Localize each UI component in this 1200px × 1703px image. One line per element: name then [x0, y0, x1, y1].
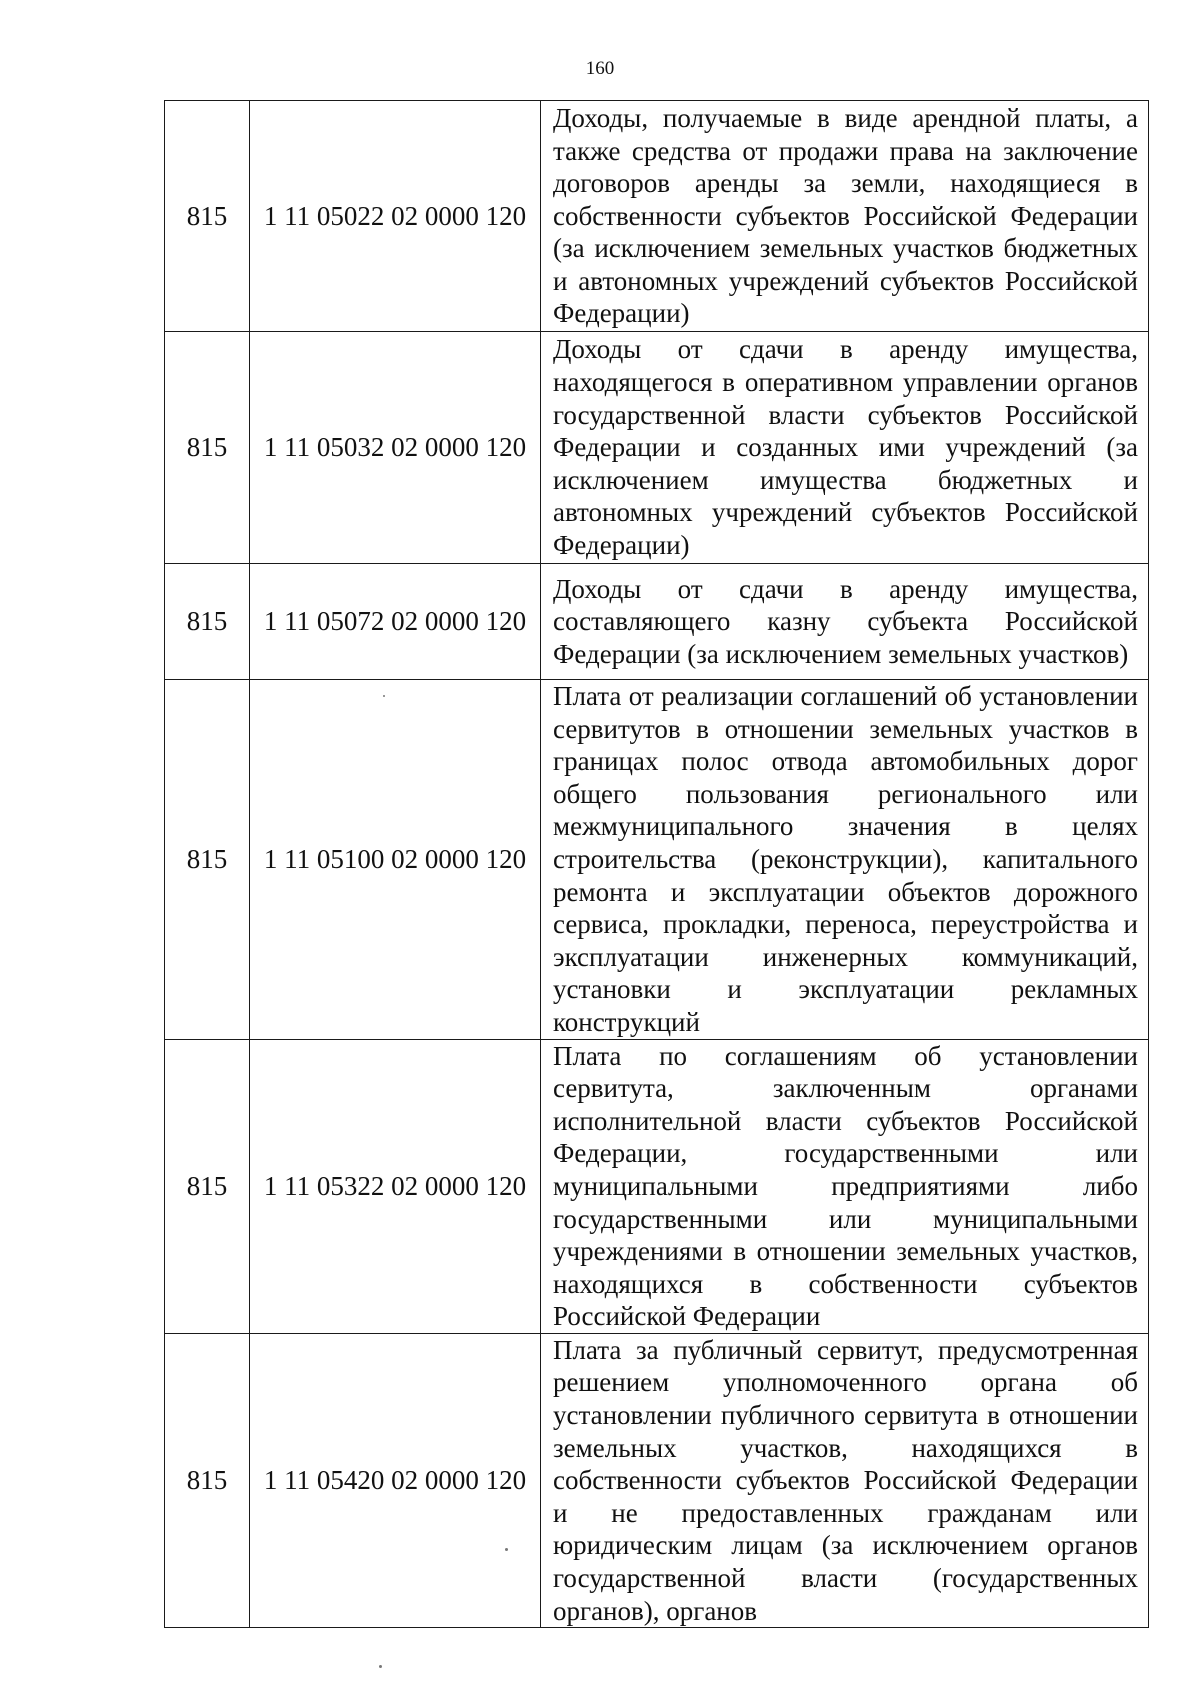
table-row [165, 680, 1149, 1040]
description-cell: Плата от реализации соглашений об установлении сервитутов в отношении земельных участков в границах полос отвода автомобильных дорог общего пользования регионального или межмуниципального значения в целях строительства (реконструкции), капитального ремонта и эксплуатации объектов дорожного сервиса, прокладки, переноса, переустройства и эксплуатации инженерных коммуникаций, установки и эксплуатации рекламных конструкций [541, 680, 1149, 1040]
admin-code-cell: 815 [165, 680, 250, 1040]
description-cell: Плата за публичный сервитут, предусмотренная решением уполномоченного органа об установлении публичного сервитута в отношении земельных участков, находящихся в собственности субъектов Российской Федерации и не предоставленных гражданам или юридическим лицам (за исключением органов государственной власти (государственных органов), органов [541, 1333, 1149, 1627]
scan-speck [505, 1548, 508, 1551]
admin-code-cell: 815 [165, 332, 250, 564]
budget-code-cell: 1 11 05022 02 0000 120 [250, 101, 541, 332]
budget-code-cell: 1 11 05100 02 0000 120 [250, 680, 541, 1040]
page-number: 160 [585, 58, 615, 79]
admin-code-cell: 815 [165, 1039, 250, 1333]
table-row [165, 1333, 1149, 1627]
budget-code-cell: 1 11 05420 02 0000 120 [250, 1333, 541, 1627]
table-row [165, 564, 1149, 680]
admin-code-cell: 815 [165, 564, 250, 680]
table-row [165, 1039, 1149, 1333]
budget-code-cell: 1 11 05032 02 0000 120 [250, 332, 541, 564]
description-cell: Доходы от сдачи в аренду имущества, находящегося в оперативном управлении органов государственной власти субъектов Российской Федерации и созданных ими учреждений (за исключением имущества бюджетных и автономных учреждений субъектов Российской Федерации) [541, 332, 1149, 564]
admin-code-cell: 815 [165, 1333, 250, 1627]
admin-code-cell: 815 [165, 101, 250, 332]
description-cell: Плата по соглашениям об установлении сервитута, заключенным органами исполнительной власти субъектов Российской Федерации, государственными или муниципальными предприятиями либо государственными или муниципальными учреждениями в отношении земельных участков, находящихся в собственности субъектов Российской Федерации [541, 1039, 1149, 1333]
table-row [165, 101, 1149, 332]
scan-speck [383, 695, 385, 697]
description-cell: Доходы от сдачи в аренду имущества, составляющего казну субъекта Российской Федерации (за исключением земельных участков) [541, 564, 1149, 680]
budget-codes-table [164, 100, 1149, 1628]
scan-speck [379, 1665, 382, 1668]
budget-code-cell: 1 11 05072 02 0000 120 [250, 564, 541, 680]
description-cell: Доходы, получаемые в виде арендной платы, а также средства от продажи права на заключение договоров аренды за земли, находящиеся в собственности субъектов Российской Федерации (за исключением земельных участков бюджетных и автономных учреждений субъектов Российской Федерации) [541, 101, 1149, 332]
table-row [165, 332, 1149, 564]
budget-code-cell: 1 11 05322 02 0000 120 [250, 1039, 541, 1333]
